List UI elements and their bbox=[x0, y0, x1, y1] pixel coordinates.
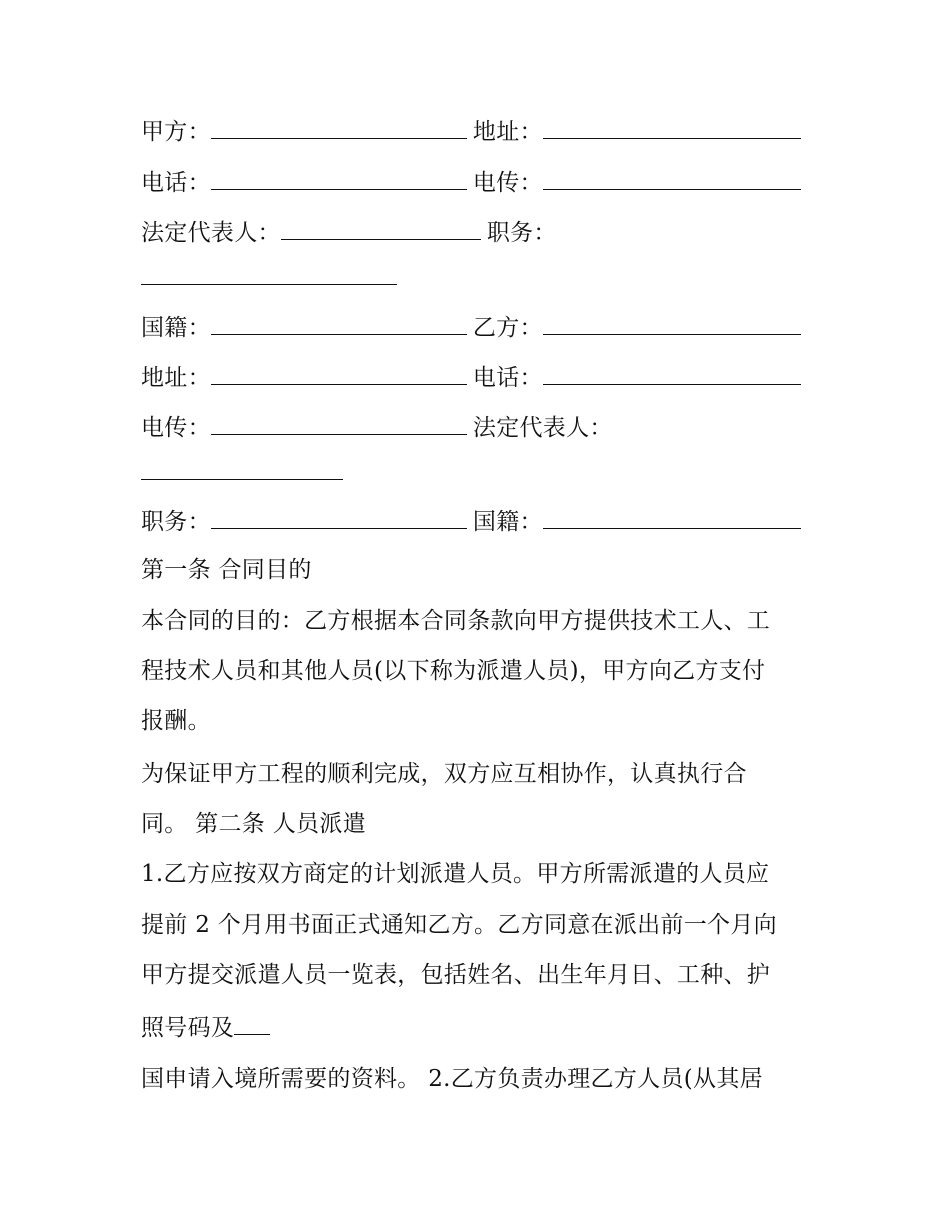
phone-row bbox=[141, 167, 807, 197]
paragraph-1-line-3: 报酬。 bbox=[141, 708, 211, 734]
legal-rep-row bbox=[141, 217, 557, 247]
party-b-position-label: 职务： bbox=[141, 509, 211, 535]
paragraph-1-line-2: 程技术人员和其他人员(以下称为派遣人员)，甲方向乙方支付 bbox=[141, 658, 766, 684]
party-b-legal-rep-blank-row bbox=[141, 457, 349, 487]
party-b-fax-row bbox=[141, 412, 613, 442]
party-b-legal-rep-label: 法定代表人： bbox=[472, 415, 613, 441]
address-blank bbox=[543, 116, 801, 139]
position-blank-row bbox=[141, 262, 403, 292]
party-b-blank bbox=[543, 312, 801, 335]
party-a-blank bbox=[211, 116, 467, 139]
party-b-label: 乙方： bbox=[472, 315, 543, 341]
party-b-fax-blank bbox=[211, 412, 467, 435]
fax-blank bbox=[543, 167, 801, 190]
phone-label: 电话： bbox=[141, 170, 211, 196]
party-b-phone-blank bbox=[543, 362, 801, 385]
nationality-blank bbox=[211, 312, 467, 335]
party-b-position-blank bbox=[211, 506, 467, 529]
paragraph-3-line-4-row bbox=[141, 1012, 270, 1042]
nationality-row bbox=[141, 312, 807, 342]
party-b-address-label: 地址： bbox=[141, 365, 211, 391]
paragraph-3-line-1: 1.乙方应按双方商定的计划派遣人员。甲方所需派遣的人员应 bbox=[141, 861, 770, 887]
party-b-phone-label: 电话： bbox=[472, 365, 543, 391]
party-b-fax-label: 电传： bbox=[141, 415, 211, 441]
party-b-position-row bbox=[141, 506, 807, 536]
paragraph-1-line-1: 本合同的目的：乙方根据本合同条款向甲方提供技术工人、工 bbox=[141, 608, 771, 634]
paragraph-2-line-2: 同。 第二条 人员派遣 bbox=[141, 811, 366, 837]
party-b-nationality-blank bbox=[543, 506, 801, 529]
legal-rep-blank bbox=[281, 217, 481, 240]
party-a-row bbox=[141, 116, 807, 146]
position-blank bbox=[141, 262, 397, 285]
article-1-title: 第一条 合同目的 bbox=[141, 557, 312, 583]
nationality-label: 国籍： bbox=[141, 315, 211, 341]
paragraph-3-line-4: 照号码及 bbox=[141, 1015, 235, 1041]
party-a-label: 甲方： bbox=[141, 119, 211, 145]
position-label: 职务： bbox=[486, 220, 557, 246]
party-b-address-row bbox=[141, 362, 807, 392]
party-b-nationality-label: 国籍： bbox=[472, 509, 543, 535]
party-b-address-blank bbox=[211, 362, 467, 385]
paragraph-3-line-2: 提前 2 个月用书面正式通知乙方。乙方同意在派出前一个月向 bbox=[141, 912, 777, 938]
fax-label: 电传： bbox=[472, 170, 543, 196]
legal-rep-label: 法定代表人： bbox=[141, 220, 281, 246]
paragraph-2-line-1: 为保证甲方工程的顺利完成，双方应互相协作，认真执行合 bbox=[141, 761, 747, 787]
party-b-legal-rep-blank bbox=[141, 457, 343, 480]
phone-blank bbox=[211, 167, 467, 190]
paragraph-3-line-3: 甲方提交派遣人员一览表，包括姓名、出生年月日、工种、护 bbox=[141, 962, 771, 988]
country-blank bbox=[234, 1012, 270, 1035]
paragraph-4-line-1: 国申请入境所需要的资料。 2.乙方负责办理乙方人员(从其居 bbox=[141, 1066, 763, 1092]
address-label: 地址： bbox=[472, 119, 543, 145]
